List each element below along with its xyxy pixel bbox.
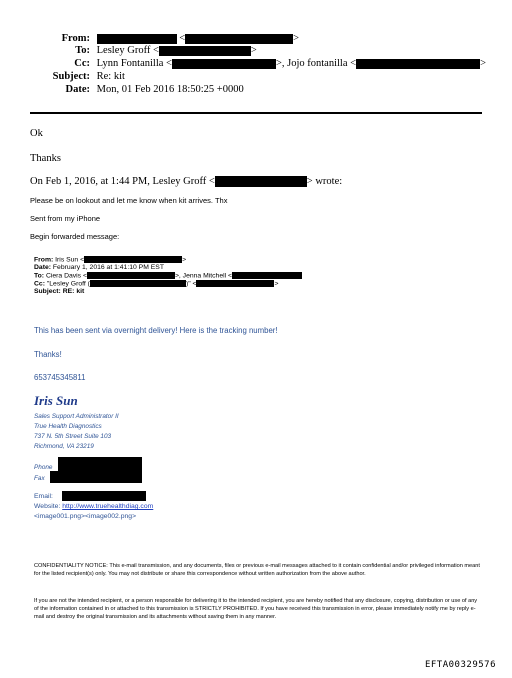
redaction bbox=[159, 46, 251, 56]
redaction bbox=[62, 491, 146, 501]
website-label: Website: bbox=[34, 503, 61, 510]
phone-row bbox=[34, 464, 52, 471]
subject-label: Subject: bbox=[52, 71, 90, 82]
fwd-cc-label: Cc: bbox=[34, 280, 45, 288]
message-line-1: This has been sent via overnight delivery! Here is the tracking number! bbox=[34, 326, 278, 335]
fax-row bbox=[34, 475, 45, 482]
date-value: Mon, 01 Feb 2016 18:50:25 +0000 bbox=[96, 84, 244, 95]
fwd-from-label: From: bbox=[34, 256, 54, 264]
image-placeholders: <image001.png><image002.png> bbox=[34, 513, 137, 520]
fwd-date-row: Date: February 1, 2016 at 1:41:10 PM EST bbox=[34, 264, 164, 271]
header-from-row: From: < > bbox=[30, 33, 299, 44]
header-to-row: To: Lesley Groff < > bbox=[30, 45, 257, 56]
website-link[interactable]: http://www.truehealthdiag.com bbox=[62, 503, 154, 510]
fax-label: Fax bbox=[34, 475, 45, 482]
fwd-cc-row: Cc: "Lesley Groff ( )" < > bbox=[34, 280, 279, 288]
quoted-line-3: Begin forwarded message: bbox=[30, 232, 120, 241]
website-row bbox=[34, 503, 153, 510]
tracking-number: 653745345811 bbox=[34, 373, 86, 382]
fwd-subject-label: Subject: bbox=[34, 288, 61, 295]
redaction bbox=[90, 280, 186, 287]
body-thanks: Thanks bbox=[30, 153, 61, 164]
fwd-subject-row: Subject: RE: kit bbox=[34, 288, 85, 295]
date-label: Date: bbox=[65, 84, 90, 95]
fwd-to-row: To: Ciera Davis < >, Jenna Mitchell < bbox=[34, 272, 302, 279]
quoted-line-2: Sent from my iPhone bbox=[30, 214, 101, 223]
fwd-from-row: From: Iris Sun < > bbox=[34, 256, 187, 264]
header-cc-row: Cc: Lynn Fontanilla < >, Jojo fontanilla < > bbox=[30, 58, 486, 69]
to-value: Lesley Groff < bbox=[96, 45, 159, 56]
email-label: Email: bbox=[34, 493, 53, 500]
redaction bbox=[50, 471, 142, 483]
signature-title: Sales Support Administrator II bbox=[34, 413, 119, 420]
header-date-row bbox=[30, 84, 244, 95]
intended-recipient-notice: If you are not the intended recipient, or a person responsible for delivering it to the intended recipient, you are hereby notified that any disclosure, copying, distribution or use of any of the information contained in or attached to this transmission is STRICTLY PROHIBITED. If you have received this transmission in error, please immediately notify me by reply e-mail and destroy the original transmission and its attachments without saving them in any manner. bbox=[34, 598, 478, 621]
redaction bbox=[58, 457, 142, 471]
fwd-to-label: To: bbox=[34, 272, 45, 280]
redaction bbox=[215, 176, 307, 187]
phone-label: Phone bbox=[34, 464, 53, 471]
fwd-date-label: Date: bbox=[34, 264, 51, 271]
cc-label: Cc: bbox=[74, 58, 90, 69]
message-line-2: Thanks! bbox=[34, 350, 62, 359]
document-id: EFTA00329576 bbox=[424, 660, 496, 670]
quoted-line-1: Please be on lookout and let me know when kit arrives. Thx bbox=[30, 196, 228, 205]
redaction bbox=[97, 34, 177, 44]
from-label: From: bbox=[61, 33, 90, 44]
signature-address-1: 737 N. 5th Street Suite 103 bbox=[34, 433, 112, 440]
body-ok: Ok bbox=[30, 128, 43, 139]
redaction bbox=[172, 59, 276, 69]
redaction bbox=[196, 280, 274, 287]
email-row bbox=[34, 493, 53, 500]
redaction bbox=[232, 272, 302, 279]
cc-value: Lynn Fontanilla < bbox=[96, 58, 172, 69]
header-divider bbox=[30, 112, 482, 114]
redaction bbox=[356, 59, 480, 69]
signature-script-name: Iris Sun bbox=[34, 393, 78, 408]
confidentiality-notice: CONFIDENTIALITY NOTICE: This e-mail transmission, and any documents, files or previous e-mail messages attached to it contain confidential and/or privileged information meant for the listed recipient(s) only. You may not distribute or share this correspondence without written authorization from the above author. bbox=[34, 563, 480, 578]
redaction bbox=[185, 34, 293, 44]
to-label: To: bbox=[75, 45, 90, 56]
signature-address-2: Richmond, VA 23219 bbox=[34, 443, 94, 450]
subject-value: Re: kit bbox=[96, 71, 125, 82]
quote-intro: On Feb 1, 2016, at 1:44 PM, Lesley Groff < > wrote: bbox=[30, 176, 343, 187]
signature-company: True Health Diagnostics bbox=[34, 423, 102, 430]
header-subject-row bbox=[30, 71, 125, 82]
redaction bbox=[84, 256, 182, 263]
redaction bbox=[87, 272, 175, 279]
